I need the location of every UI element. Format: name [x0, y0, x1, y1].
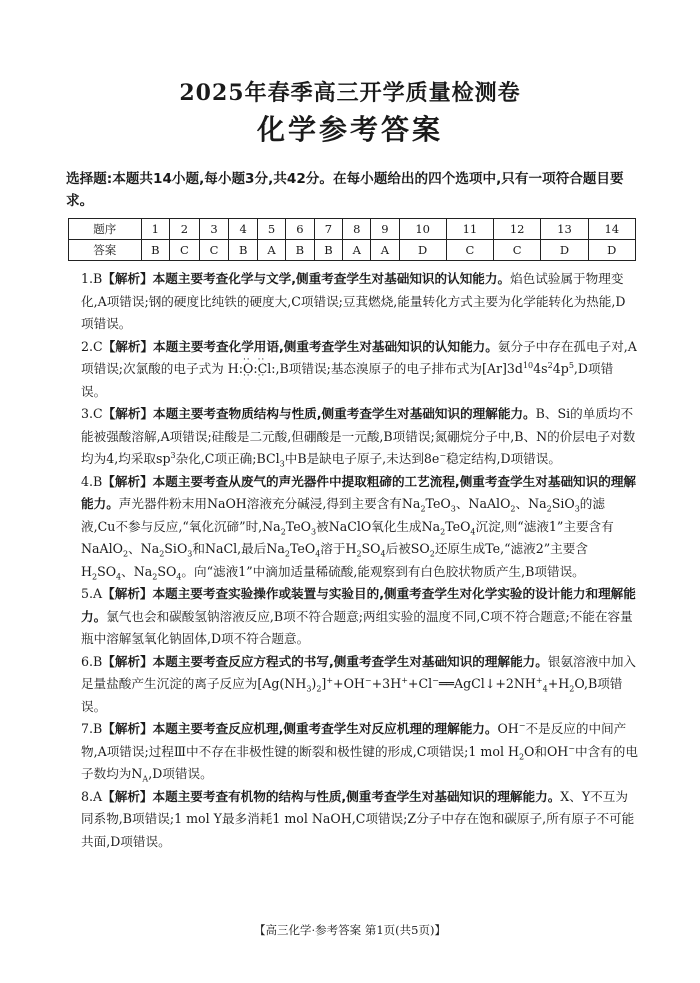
analysis-tag: 【解析】	[102, 271, 153, 286]
item-focus: 本题主要考查反应机理,侧重考查学生对反应机理的理解能力。	[152, 721, 498, 736]
electron-formula: H:· · O · ·:· · Cl · ·:	[228, 361, 276, 376]
question-number-cell: 14	[588, 219, 635, 240]
item-focus: 本题主要考查反应方程式的书写,侧重考查学生对基础知识的理解能力。	[152, 653, 548, 669]
explanation-item: 7.B【解析】本题主要考查反应机理,侧重考查学生对反应机理的理解能力。OH−不是反应的中间产物,A项错误;过程Ⅲ中不存在非极性键的断裂和极性键的形成,C项错误;1 mol $H_2O$和OH−中含有的电子数均为$N_A,D$项错误。	[81, 720, 638, 784]
item-number: 7.B	[81, 721, 103, 736]
answer-cell: B	[229, 240, 258, 261]
item-number: 1.B	[81, 271, 103, 286]
item-text: 氯气也会和碳酸氢钠溶液反应,B项不符合题意;两组实验的温度不同,C项不符合题意;不能在容量瓶中溶解氢氧化钠固体,D项不符合题意。	[81, 608, 633, 646]
explanation-item: 4.B【解析】本题主要考查从废气的声光器件中提取粗碲的工艺流程,侧重考查学生对基础知识的理解能力。声光器件粉末用NaOH溶液充分碱浸,得到主要含有$Na_2TeO_3$、NaAlO$_2$、$Na_2SiO_3$的滤液,Cu不参与反应,“氧化沉碲”时$,Na_2TeO_3$被NaClO氧化生成$Na_2TeO_4$沉淀,则“滤液1”主要含有NaAlO$_2$、$Na_2SiO_3$和NaCl,最后$Na_2TeO_4$溶于$H_2SO_4$后被$SO_2$还原生成Te,“滤液2”主要含$H_2SO_4$、$Na_2SO_4$。向“滤液1”中滴加适量稀硫酸,能观察到有白色胶状物质产生,B项错误。	[81, 473, 637, 582]
answer-cell: D	[541, 240, 588, 261]
question-number-cell: 11	[446, 219, 493, 240]
item-number: 5.A	[81, 586, 103, 601]
question-number-cell: 10	[399, 219, 446, 240]
answer-cell: A	[343, 240, 371, 261]
answer-cell: C	[199, 240, 229, 261]
question-number-cell: 6	[286, 219, 315, 240]
analysis-tag: 【解析】	[102, 721, 153, 736]
question-number-cell: 2	[170, 219, 200, 240]
question-number-cell: 12	[494, 219, 541, 240]
item-focus: 本题主要考查化学与文学,侧重考查学生对基础知识的认知能力。	[152, 271, 511, 286]
answer-table	[68, 218, 636, 261]
answer-cell: D	[588, 240, 635, 261]
item-text: X、Y不互为同系物,B项错误;1 mol Y最多消耗1 mol NaOH,C项错误;Z分子中存在饱和碳原子,所有原子不可能共面,D项错误。	[81, 788, 635, 849]
answer-cell: B	[314, 240, 343, 261]
analysis-tag: 【解析】	[102, 406, 154, 421]
item-number: 2.C	[81, 338, 103, 354]
item-focus: 本题主要考查化学用语,侧重考查学生对基础知识的认知能力。	[153, 338, 498, 354]
analysis-tag: 【解析】	[102, 653, 153, 669]
item-number: 6.B	[81, 653, 103, 669]
explanation-item	[66, 583, 638, 651]
answer-cell: A	[371, 240, 399, 261]
question-number-cell: 7	[314, 219, 343, 240]
analysis-tag: 【解析】	[102, 586, 153, 601]
question-number-cell: 1	[141, 219, 170, 240]
explanation-item: 3.C【解析】本题主要考查物质结构与性质,侧重考查学生对基础知识的理解能力。B、Si的单质均不能被强酸溶解,A项错误;硅酸是二元酸,但硼酸是一元酸,B项错误;氮硼烷分子中,B、N的价层电子对数均为4,均采取$sp^3$杂化,C项正确;BCl$_3$中B是缺电子原子,未达到8e−稳定结构,D项错误。	[81, 406, 636, 469]
analysis-tag: 【解析】	[102, 338, 154, 354]
section-instructions: 选择题:本题共14小题,每小题3分,共42分。在每小题给出的四个选项中,只有一项符合题目要求。	[66, 171, 624, 209]
analysis-tag: 【解析】	[102, 473, 153, 489]
exam-title: 2025年春季高三开学质量检测卷	[179, 80, 521, 106]
analysis-tag: 【解析】	[102, 788, 153, 804]
item-focus: 本题主要考查有机物的结构与性质,侧重考查学生对基础知识的理解能力。	[152, 788, 561, 804]
answer-key-title: 化学参考答案	[256, 113, 443, 146]
answer-cell: C	[446, 240, 493, 261]
item-number: 3.C	[81, 406, 103, 421]
item-number: 8.A	[81, 788, 103, 804]
item-text: 氨分子中存在孤电子对,A项错误;次氯酸的电子式为	[81, 338, 637, 376]
row-label: 题序	[69, 219, 142, 240]
explanation-item	[66, 786, 638, 854]
answer-row	[69, 240, 636, 261]
answer-cell: C	[170, 240, 200, 261]
answer-cell: A	[257, 240, 285, 261]
row-label: 答案	[69, 240, 142, 261]
explanation-item	[66, 268, 638, 336]
explanations	[66, 268, 638, 853]
question-number-cell: 5	[257, 219, 285, 240]
question-number-cell: 8	[343, 219, 371, 240]
answer-cell: D	[399, 240, 446, 261]
item-focus: 本题主要考查从废气的声光器件中提取粗碲的工艺流程,侧重考查学生对基础知识的理解能力。	[81, 473, 637, 511]
question-number-cell: 3	[199, 219, 229, 240]
explanation-item: 2.C【解析】本题主要考查化学用语,侧重考查学生对基础知识的认知能力。氨分子中存在孤电子对,A项错误;次氯酸的电子式为 H:· · O · ·:· · Cl · ·:,B项错误;基态溴原子的电子排布式为$[Ar]3d^{10}4s^24p^5,D$项错误。	[66, 336, 638, 404]
question-number-cell: 4	[229, 219, 258, 240]
explanation-item: 6.B【解析】本题主要考查反应方程式的书写,侧重考查学生对基础知识的理解能力。银氨溶液中加入足量盐酸产生沉淀的离子反应为$[Ag(NH_3)_2]^++OH^-+3H^++Cl^-══AgCl↓+2NH^+_4+H_2O,B$项错误。	[81, 653, 637, 714]
item-text: 焰色试验属于物理变化,A项错误;钢的硬度比纯铁的硬度大,C项错误;豆萁燃烧,能量转化方式主要为化学能转化为热能,D项错误。	[81, 271, 626, 331]
answer-cell: C	[494, 240, 541, 261]
question-number-cell: 9	[371, 219, 399, 240]
answer-cell: B	[286, 240, 315, 261]
item-number: 4.B	[81, 473, 103, 489]
question-number-row	[69, 219, 636, 240]
page-footer: 【高三化学·参考答案 第1页(共5页)】	[254, 923, 446, 937]
item-focus: 本题主要考查实验操作或装置与实验目的,侧重考查学生对化学实验的设计能力和理解能力。	[81, 586, 636, 624]
item-focus: 本题主要考查物质结构与性质,侧重考查学生对基础知识的理解能力。	[153, 406, 536, 421]
question-number-cell: 13	[541, 219, 588, 240]
answer-cell: B	[141, 240, 170, 261]
